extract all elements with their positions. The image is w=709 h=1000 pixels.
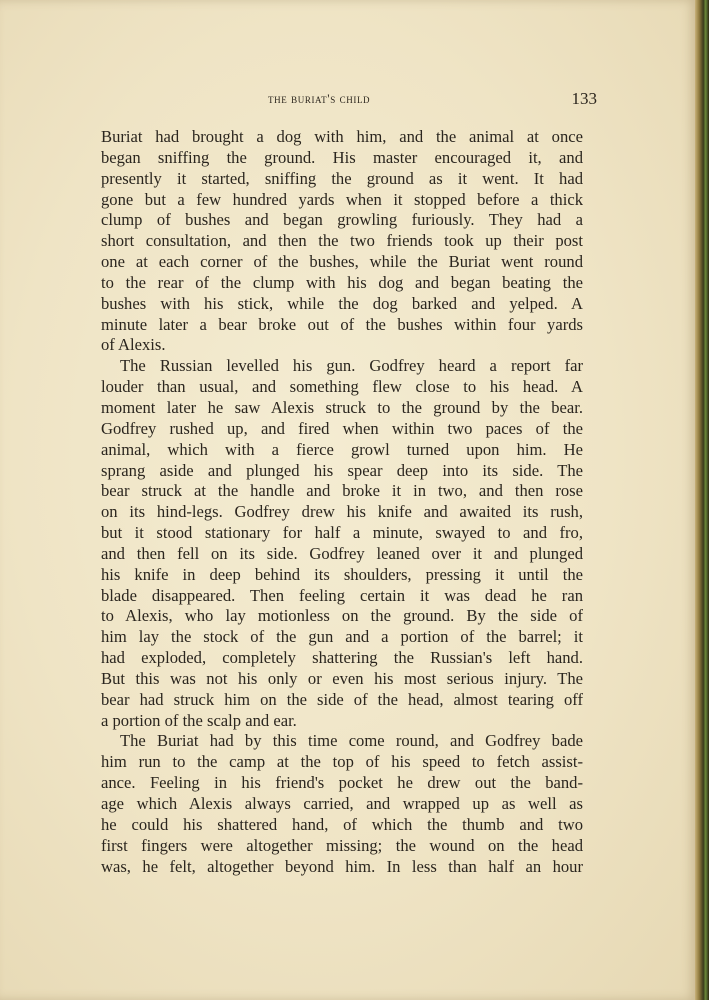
text-line: and then fell on its side. Godfrey leaned over it and plunged <box>101 543 583 563</box>
text-line: short consultation, and then the two friends took up their post <box>101 231 583 251</box>
text-line: But this was not his only or even his most serious injury. The <box>101 668 583 688</box>
page-header <box>0 89 697 109</box>
text-line: age which Alexis always carried, and wrapped up as well as <box>101 794 583 813</box>
text-line: sprang aside and plunged his spear deep into its side. The <box>101 460 583 480</box>
text-line: animal, which with a fierce growl turned upon him. He <box>101 439 583 459</box>
text-line: Buriat had brought a dog with him, and the animal at once <box>101 127 583 146</box>
text-line: bushes with his stick, while the dog barked and yelped. A <box>101 293 583 313</box>
text-line: blade disappeared. Then feeling certain it was dead he ran <box>101 585 583 605</box>
text-line: The Buriat had by this time come round, and Godfrey bade <box>120 731 583 751</box>
text-line: one at each corner of the bushes, while the Buriat went round <box>101 252 583 272</box>
text-line: bear struck at the handle and broke it in two, and then rose <box>101 481 583 501</box>
text-line: to the rear of the clump with his dog and began beating the <box>101 272 583 292</box>
text-line: louder than usual, and something flew close to his head. A <box>101 377 583 397</box>
body-text <box>101 127 583 877</box>
page-number: 133 <box>571 89 597 108</box>
text-line: him lay the stock of the gun and a portion of the barrel; it <box>101 627 583 647</box>
text-line: was, he felt, altogether beyond him. In less than half an hour <box>101 856 583 876</box>
text-line: his knife in deep behind its shoulders, pressing it until the <box>101 564 583 584</box>
text-line: gone but a few hundred yards when it stopped before a thick <box>101 189 583 209</box>
book-spine-edge <box>695 0 709 1000</box>
text-line: had exploded, completely shattering the Russian's left hand. <box>101 648 583 668</box>
text-line: first fingers were altogether missing; the wound on the head <box>101 835 583 855</box>
text-line: moment later he saw Alexis struck to the ground by the bear. <box>101 397 583 417</box>
text-line: him run to the camp at the top of his speed to fetch assist- <box>101 752 583 772</box>
text-line: he could his shattered hand, of which the thumb and two <box>101 814 583 834</box>
text-line: clump of bushes and began growling furiously. They had a <box>101 210 583 230</box>
text-line: but it stood stationary for half a minute, swayed to and fro, <box>101 523 583 543</box>
text-line: of Alexis. <box>101 335 166 355</box>
text-line: to Alexis, who lay motionless on the ground. By the side of <box>101 606 583 626</box>
text-line: Godfrey rushed up, and fired when within two paces of the <box>101 418 583 438</box>
text-line: bear had struck him on the side of the head, almost tearing off <box>101 689 583 709</box>
text-line: a portion of the scalp and ear. <box>101 710 297 730</box>
text-line: The Russian levelled his gun. Godfrey heard a report far <box>120 356 583 376</box>
text-line: presently it started, sniffing the ground as it went. It had <box>101 168 583 188</box>
text-line: minute later a bear broke out of the bushes within four yards <box>101 314 583 334</box>
text-line: on its hind-legs. Godfrey drew his knife and awaited its rush, <box>101 502 583 522</box>
running-head: the buriat's child <box>268 91 371 106</box>
text-line: ance. Feeling in his friend's pocket he drew out the band- <box>101 773 583 793</box>
text-line: began sniffing the ground. His master encouraged it, and <box>101 147 583 167</box>
